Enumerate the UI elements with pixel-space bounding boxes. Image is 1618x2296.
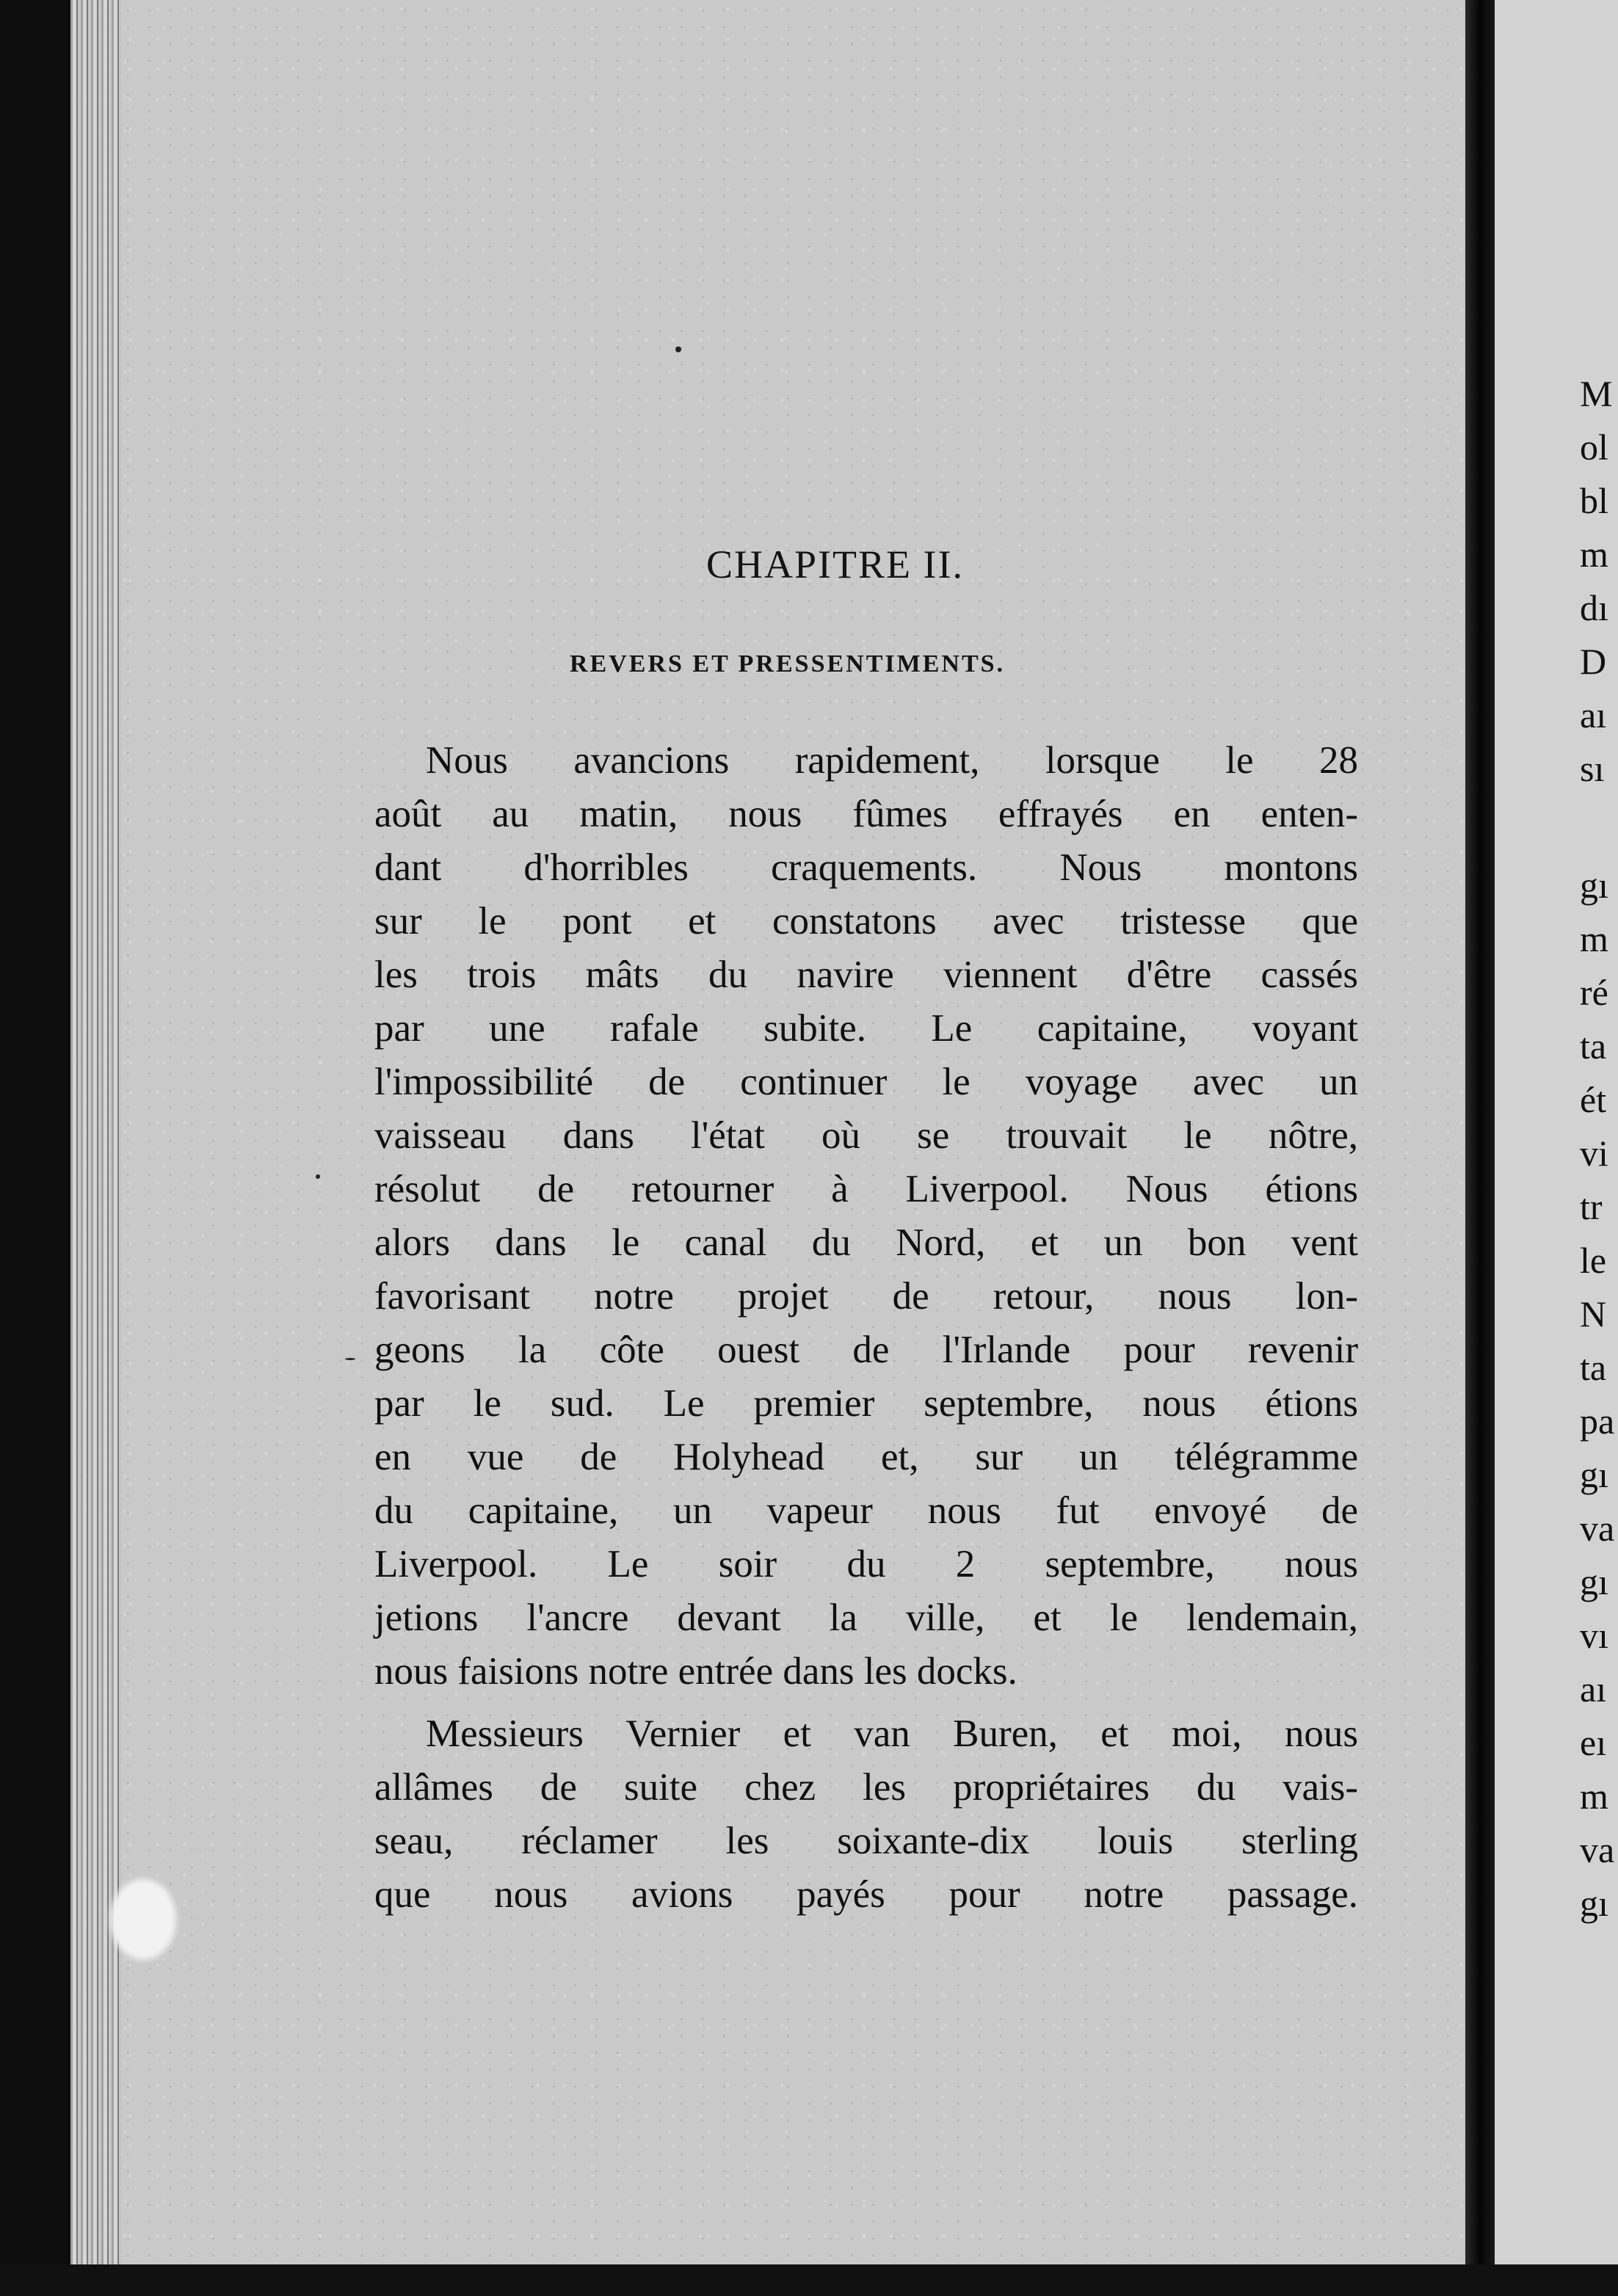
text-line: du capitaine, un vapeur nous fut envoyé de: [374, 1489, 1358, 1532]
text-line: allâmes de suite chez les propriétaires du vais-: [374, 1766, 1358, 1809]
text-line: seau, réclamer les soixante-dix louis sterling: [374, 1820, 1358, 1862]
facing-page-fragment: D: [1580, 641, 1607, 682]
facing-page-fragment: eı: [1580, 1722, 1607, 1763]
chapter-title: CHAPITRE II.: [706, 542, 964, 586]
facing-page-fragment: gı: [1580, 1883, 1608, 1924]
text-line: que nous avions payés pour notre passage.: [374, 1873, 1358, 1916]
paragraph-2: [374, 1707, 1358, 1922]
text-line: les trois mâts du navire viennent d'être cassés: [374, 953, 1358, 996]
facing-page-fragment: ré: [1580, 972, 1608, 1013]
text-line: dant d'horribles craquements. Nous montons: [374, 846, 1358, 889]
text-line: sur le pont et constatons avec tristesse que: [374, 900, 1358, 942]
facing-page-fragment: vı: [1580, 1615, 1608, 1656]
facing-page: [1495, 0, 1618, 2275]
text-line: geons la côte ouest de l'Irlande pour revenir: [374, 1329, 1358, 1371]
facing-page-fragment: ét: [1580, 1079, 1607, 1120]
facing-page-fragment: gı: [1580, 1561, 1608, 1602]
paragraph-1: [374, 734, 1358, 1699]
text-line: favorisant notre projet de retour, nous lon-: [374, 1275, 1358, 1318]
page-gutter: [1465, 0, 1495, 2296]
text-line: Messieurs Vernier et van Buren, et moi, nous: [426, 1712, 1358, 1755]
text-line: août au matin, nous fûmes effrayés en enten-: [374, 793, 1358, 835]
facing-page-fragment: ol: [1580, 426, 1608, 468]
facing-page-fragment: gı: [1580, 865, 1608, 906]
facing-page-fragment: pa: [1580, 1401, 1615, 1442]
facing-page-fragment: va: [1580, 1829, 1615, 1870]
text-line: en vue de Holyhead et, sur un télégramme: [374, 1436, 1358, 1478]
text-line: jetions l'ancre devant la ville, et le lendemain,: [374, 1596, 1358, 1639]
facing-page-fragment: dı: [1580, 587, 1608, 628]
chapter-subtitle: REVERS ET PRESSENTIMENTS.: [570, 650, 1006, 677]
facing-page-fragment: gı: [1580, 1454, 1608, 1495]
text-line: nous faisions notre entrée dans les docks.: [374, 1650, 1017, 1693]
text-line: alors dans le canal du Nord, et un bon vent: [374, 1221, 1358, 1264]
scan-speck: [675, 346, 681, 352]
text-line: l'impossibilité de continuer le voyage avec un: [374, 1061, 1358, 1103]
facing-page-fragment: ta: [1580, 1025, 1607, 1067]
text-line: par une rafale subite. Le capitaine, voyant: [374, 1007, 1358, 1050]
facing-page-fragment: ta: [1580, 1347, 1607, 1388]
facing-page-fragment: le: [1580, 1240, 1607, 1281]
facing-page-fragment: N: [1580, 1293, 1607, 1334]
scan-blotch: [110, 1879, 176, 1960]
text-line: Nous avancions rapidement, lorsque le 28: [426, 739, 1358, 782]
facing-page-fragment: aı: [1580, 1668, 1607, 1710]
body-text: [374, 734, 1358, 1922]
paragraph-gap: [374, 1699, 1358, 1707]
facing-page-fragment: aı: [1580, 694, 1607, 735]
facing-page-fragment: m: [1580, 534, 1608, 575]
facing-page-fragment: m: [1580, 1776, 1608, 1817]
text-line: résolut de retourner à Liverpool. Nous étions: [374, 1168, 1358, 1210]
facing-page-fragment: m: [1580, 918, 1608, 959]
facing-page-fragment: tr: [1580, 1186, 1603, 1227]
facing-page-fragment: va: [1580, 1508, 1615, 1549]
scan-speck: [316, 1174, 320, 1179]
facing-page-fragment: vi: [1580, 1133, 1608, 1174]
facing-page-fragment: bl: [1580, 480, 1608, 521]
scan-bottom-edge: [0, 2264, 1618, 2296]
text-line: vaisseau dans l'état où se trouvait le nôtre,: [374, 1114, 1358, 1157]
text-line: par le sud. Le premier septembre, nous étions: [374, 1382, 1358, 1425]
scan-speck: [345, 1358, 355, 1360]
facing-page-fragment: sı: [1580, 748, 1605, 789]
text-line: Liverpool. Le soir du 2 septembre, nous: [374, 1543, 1358, 1585]
facing-page-fragment: M: [1580, 373, 1613, 414]
